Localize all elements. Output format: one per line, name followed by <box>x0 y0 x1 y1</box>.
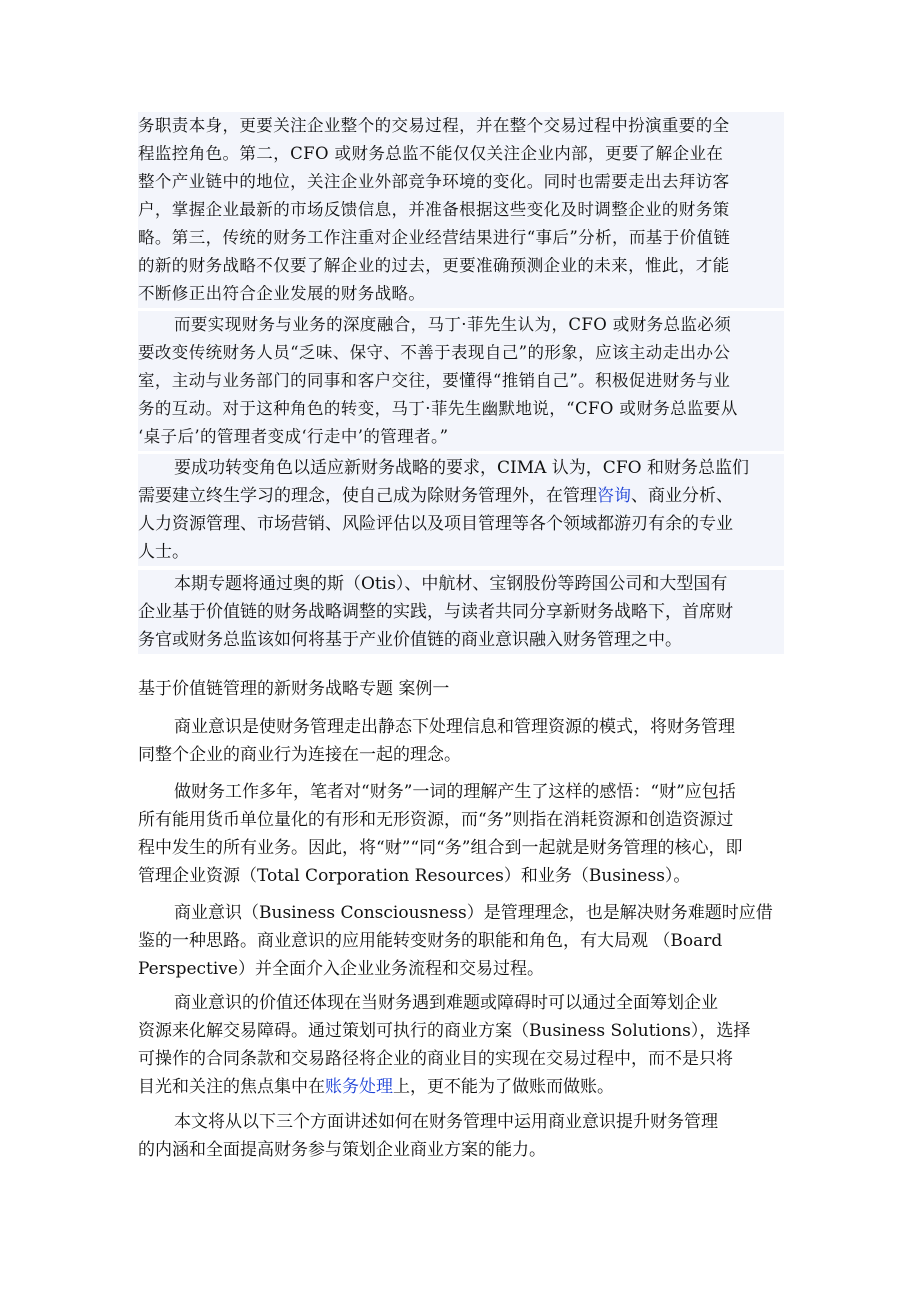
text-line: 务职责本身，更要关注企业整个的交易过程，并在整个交易过程中扮演重要的全 <box>138 116 730 135</box>
text-line: 的内涵和全面提高财务参与策划企业商业方案的能力。 <box>138 1140 546 1160</box>
text-segment: 、商业分析、 <box>631 486 733 506</box>
text-line: 整个产业链中的地位，关注企业外部竞争环境的变化。同时也需要走出去拜访客 <box>138 172 730 191</box>
text-line: 做财务工作多年，笔者对“财务”一词的理解产生了这样的感悟：“财”应包括 <box>174 782 736 802</box>
text-line: 管理企业资源（Total Corporation Resources）和业务（Business）。 <box>138 866 691 886</box>
text-line: 要成功转变角色以适应新财务战略的要求，CIMA 认为，CFO 和财务总监们 <box>174 458 749 478</box>
accounting-processing-link[interactable]: 账务处理 <box>325 1077 393 1097</box>
text-line: 人士。 <box>138 542 189 562</box>
text-line: 同整个企业的商业行为连接在一起的理念。 <box>138 745 461 765</box>
paragraph-lifelong-learning <box>138 454 784 566</box>
text-line: 企业基于价值链的财务战略调整的实践，与读者共同分享新财务战略下，首席财 <box>138 602 733 622</box>
text-segment: 需要建立终生学习的理念，使自己成为除财务管理外，在管理 <box>138 486 597 506</box>
paragraph-value-of-consciousness <box>138 989 784 1101</box>
text-line: Perspective）并全面介入企业业务流程和交易过程。 <box>138 959 544 979</box>
paragraph-article-outline <box>138 1108 784 1164</box>
text-line: ‘桌子后’的管理者变成‘行走中’的管理者。” <box>138 427 449 446</box>
paragraph-finance-meaning <box>138 778 784 890</box>
text-line <box>138 1073 784 1101</box>
text-line: 务官或财务总监该如何将基于产业价值链的商业意识融入财务管理之中。 <box>138 630 682 650</box>
consulting-link[interactable]: 咨询 <box>597 486 631 506</box>
text-line: 本文将从以下三个方面讲述如何在财务管理中运用商业意识提升财务管理 <box>174 1112 718 1132</box>
text-line: 所有能用货币单位量化的有形和无形资源，而“务”则指在消耗资源和创造资源过 <box>138 810 734 830</box>
text-line: 商业意识（Business Consciousness）是管理理念，也是解决财务难题时应借 <box>174 903 773 923</box>
text-line: 略。第三，传统的财务工作注重对企业经营结果进行“事后”分析，而基于价值链 <box>138 228 731 247</box>
text-line: 商业意识是使财务管理走出静态下处理信息和管理资源的模式，将财务管理 <box>174 717 735 737</box>
text-line: 商业意识的价值还体现在当财务遇到难题或障碍时可以通过全面筹划企业 <box>174 993 718 1013</box>
text-line: 人力资源管理、市场营销、风险评估以及项目管理等各个领域都游刃有余的专业 <box>138 514 733 534</box>
text-line: 鉴的一种思路。商业意识的应用能转变财务的职能和角色，有大局观 （Board <box>138 931 723 951</box>
text-line: 程中发生的所有业务。因此，将“财”“同“务”组合到一起就是财务管理的核心，即 <box>138 838 743 858</box>
text-line: 资源来化解交易障碍。通过策划可执行的商业方案（Business Solutions），选择 <box>138 1021 751 1041</box>
section-heading <box>138 675 784 703</box>
text-line: 可操作的合同条款和交易路径将企业的商业目的实现在交易过程中，而不是只将 <box>138 1049 733 1069</box>
paragraph-finance-business-integration <box>138 311 784 451</box>
text-line <box>138 482 784 510</box>
text-line: 务的互动。对于这种角色的转变，马丁·菲先生幽默地说，“CFO 或财务总监要从 <box>138 399 738 418</box>
paragraph-issue-intro <box>138 570 784 654</box>
text-line: 的新的财务战略不仅要了解企业的过去，更要准确预测企业的未来，惟此，才能 <box>138 256 730 275</box>
text-segment: 上，更不能为了做账而做账。 <box>393 1077 614 1097</box>
text-line: 程监控角色。第二，CFO 或财务总监不能仅仅关注企业内部，更要了解企业在 <box>138 144 724 163</box>
text-line: 室，主动与业务部门的同事和客户交往，要懂得“推销自己”。积极促进财务与业 <box>138 371 731 390</box>
text-line: 而要实现财务与业务的深度融合，马丁·菲先生认为，CFO 或财务总监必须 <box>174 315 732 334</box>
text-line: 要改变传统财务人员“乏味、保守、不善于表现自己”的形象，应该主动走出办公 <box>138 343 731 362</box>
paragraph-management-philosophy <box>138 899 784 983</box>
text-line: 户，掌握企业最新的市场反馈信息，并准备根据这些变化及时调整企业的财务策 <box>138 200 730 219</box>
paragraph-role-change <box>138 112 784 308</box>
heading-text: 基于价值链管理的新财务战略专题 案例一 <box>138 679 450 699</box>
paragraph-business-consciousness-definition <box>138 713 784 769</box>
text-line: 本期专题将通过奥的斯（Otis）、中航材、宝钢股份等跨国公司和大型国有 <box>174 574 728 594</box>
text-segment: 目光和关注的焦点集中在 <box>138 1077 325 1097</box>
text-line: 不断修正出符合企业发展的财务战略。 <box>138 284 426 303</box>
